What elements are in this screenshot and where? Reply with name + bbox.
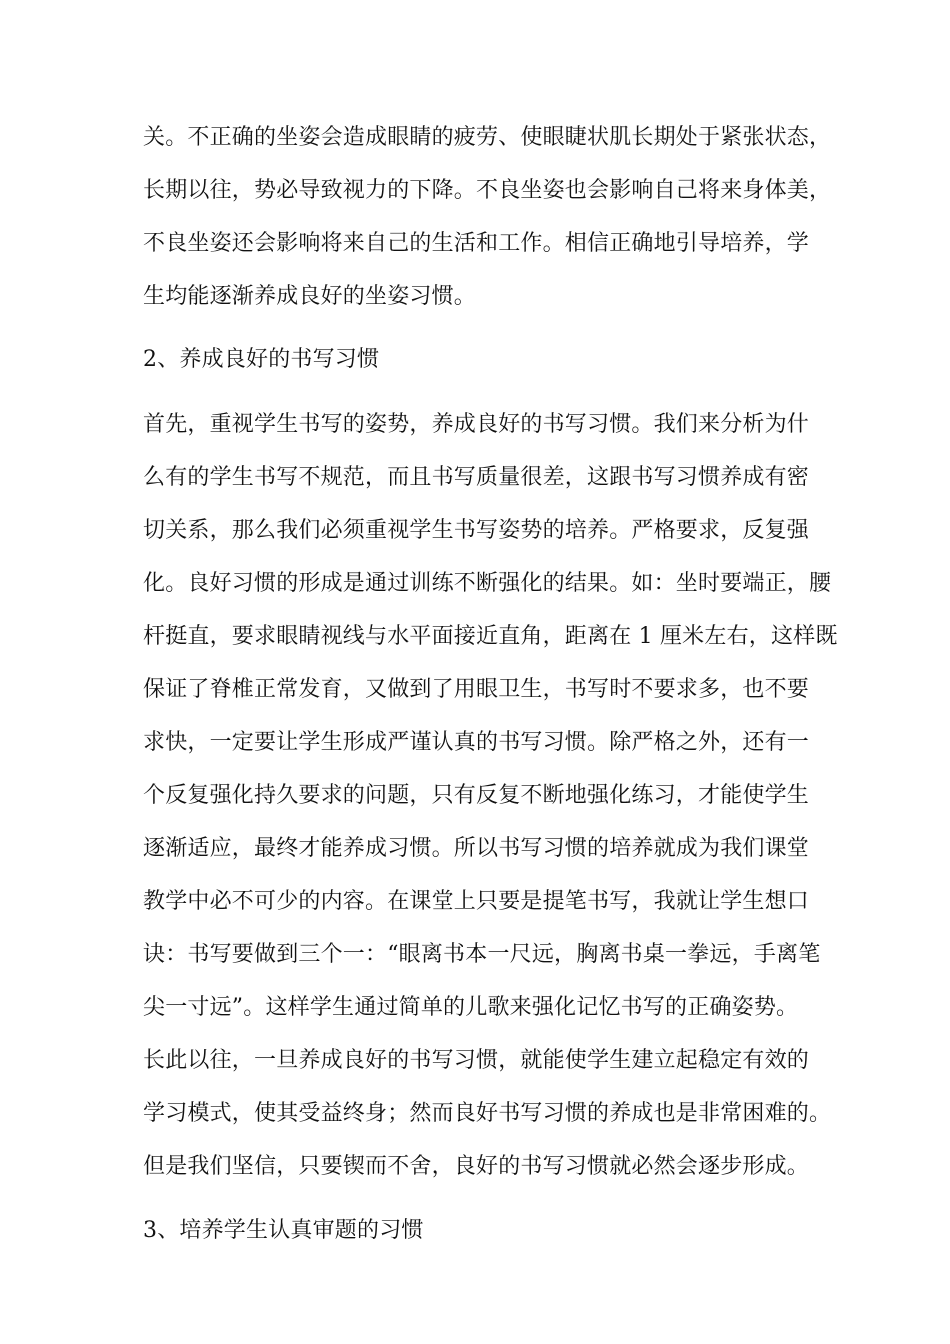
paragraph-writing-line: 化。良好习惯的形成是通过训练不断强化的结果。如：坐时要端正，腰 (143, 571, 832, 596)
section-heading-3: 3、培养学生认真审题的习惯 (143, 1218, 424, 1243)
paragraph-intro-line: 长期以往，势必导致视力的下降。不良坐姿也会影响自己将来身体美， (143, 178, 832, 203)
section-heading-2: 2、养成良好的书写习惯 (143, 347, 380, 372)
paragraph-writing-line: 杆挺直，要求眼睛视线与水平面接近直角，距离在 1 厘米左右，这样既 (143, 624, 838, 649)
paragraph-writing-line: 诀：书写要做到三个一：“眼离书本一尺远，胸离书桌一拳远，手离笔 (143, 942, 821, 967)
paragraph-intro-line: 关。不正确的坐姿会造成眼睛的疲劳、使眼睫状肌长期处于紧张状态， (143, 125, 832, 150)
paragraph-writing-line: 切关系，那么我们必须重视学生书写姿势的培养。严格要求，反复强 (143, 518, 810, 543)
paragraph-writing-line: 首先，重视学生书写的姿势，养成良好的书写习惯。我们来分析为什 (143, 412, 810, 437)
paragraph-intro-line: 生均能逐渐养成良好的坐姿习惯。 (143, 284, 477, 309)
paragraph-intro-line: 不良坐姿还会影响将来自己的生活和工作。相信正确地引导培养，学 (143, 231, 810, 256)
paragraph-writing-line: 个反复强化持久要求的问题，只有反复不断地强化练习，才能使学生 (143, 783, 810, 808)
paragraph-writing-line: 长此以往，一旦养成良好的书写习惯，就能使学生建立起稳定有效的 (143, 1048, 810, 1073)
paragraph-writing-line: 求快，一定要让学生形成严谨认真的书写习惯。除严格之外，还有一 (143, 730, 810, 755)
paragraph-writing-line: 逐渐适应，最终才能养成习惯。所以书写习惯的培养就成为我们课堂 (143, 836, 810, 861)
paragraph-writing-line: 但是我们坚信，只要锲而不舍，良好的书写习惯就必然会逐步形成。 (143, 1154, 810, 1179)
paragraph-writing-line: 么有的学生书写不规范，而且书写质量很差，这跟书写习惯养成有密 (143, 465, 810, 490)
paragraph-writing-line: 教学中必不可少的内容。在课堂上只要是提笔书写，我就让学生想口 (143, 889, 810, 914)
paragraph-writing-line: 学习模式，使其受益终身；然而良好书写习惯的养成也是非常困难的。 (143, 1101, 832, 1126)
paragraph-writing-line: 保证了脊椎正常发育，又做到了用眼卫生，书写时不要求多，也不要 (143, 677, 810, 702)
paragraph-writing-line: 尖一寸远”。这样学生通过简单的儿歌来强化记忆书写的正确姿势。 (143, 995, 799, 1020)
